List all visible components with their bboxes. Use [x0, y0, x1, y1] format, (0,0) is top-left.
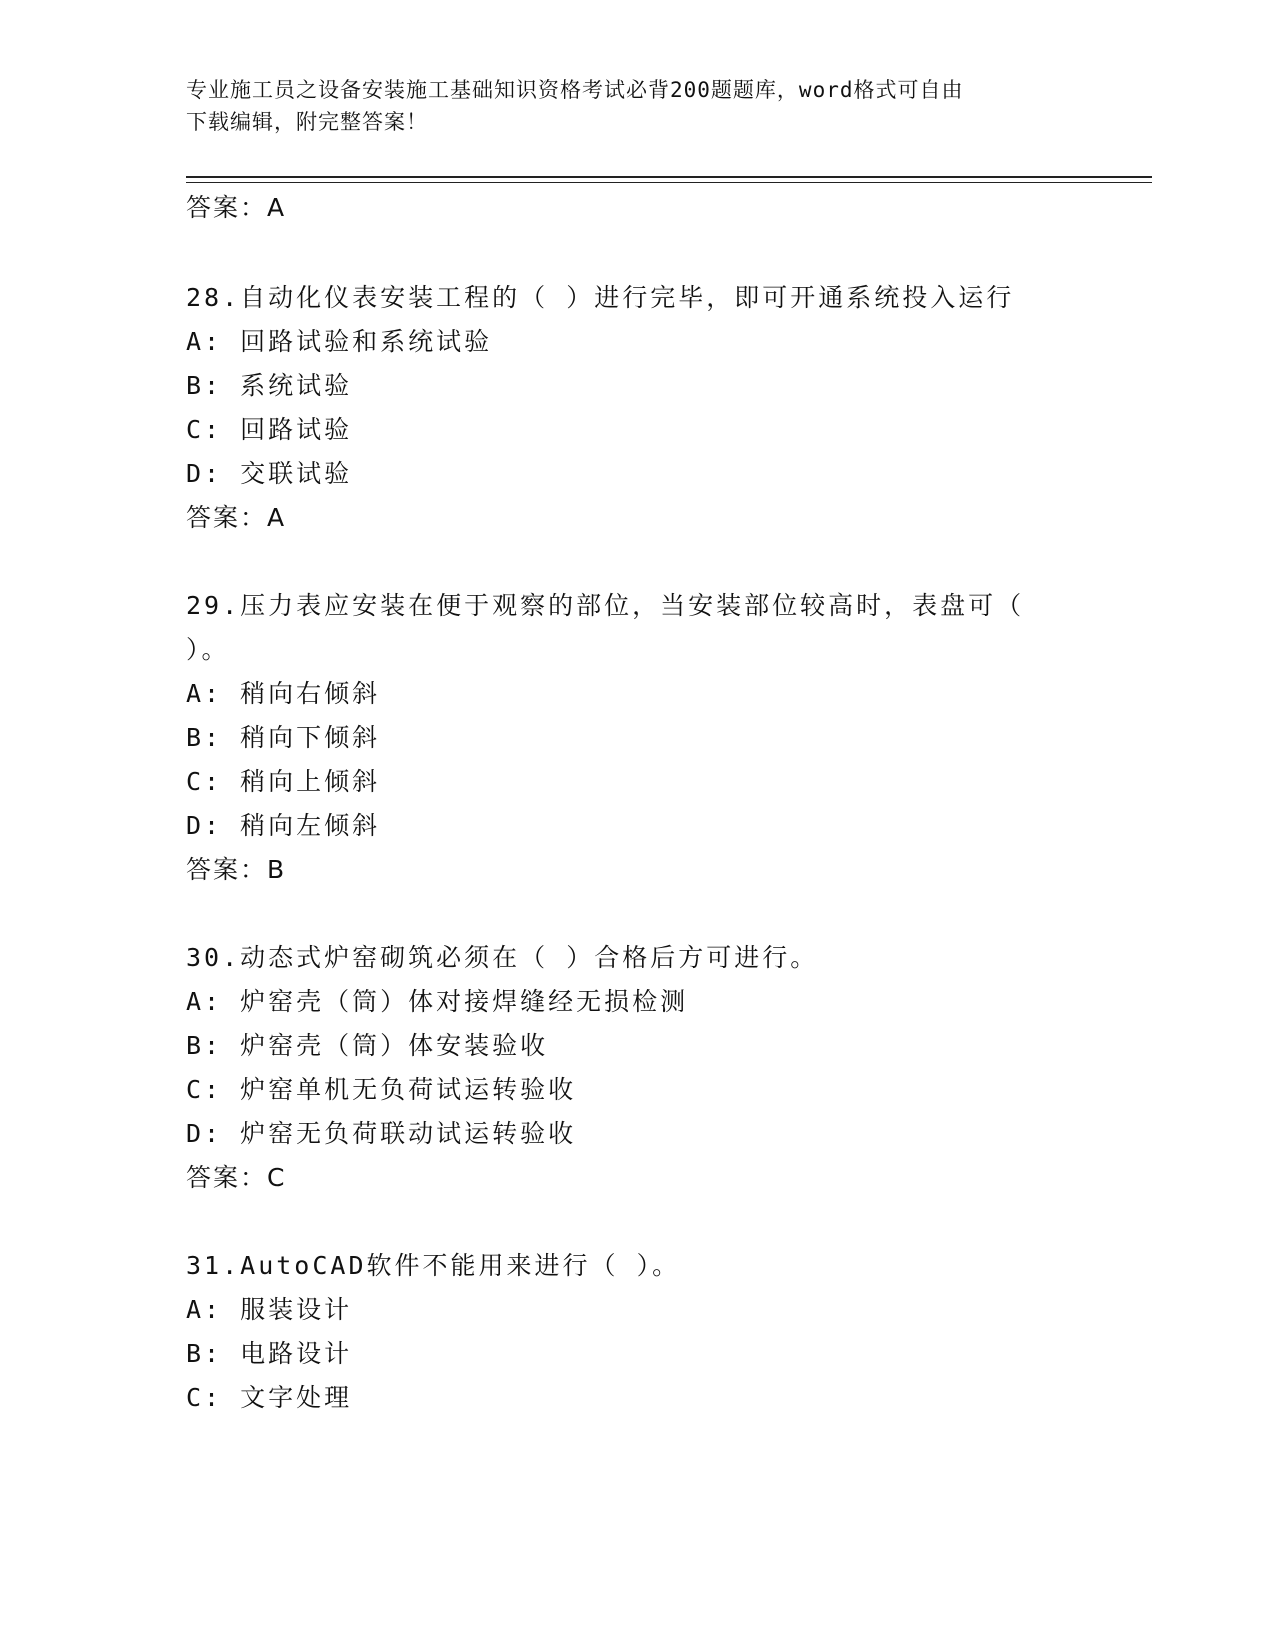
question-29-answer: 答案：B — [186, 855, 287, 884]
question-28-stem: 28.自动化仪表安装工程的（ ）进行完毕，即可开通系统投入运行 — [186, 283, 1015, 312]
question-31-option-c: C: 文字处理 — [186, 1383, 353, 1412]
question-29-option-b: B: 稍向下倾斜 — [186, 723, 381, 752]
question-29-stem-line1: 29.压力表应安装在便于观察的部位，当安装部位较高时，表盘可（ — [186, 591, 1025, 620]
question-30-option-a: A: 炉窑壳（筒）体对接焊缝经无损检测 — [186, 987, 689, 1016]
question-30-option-c: C: 炉窑单机无负荷试运转验收 — [186, 1075, 577, 1104]
header-line-1: 专业施工员之设备安装施工基础知识资格考试必背200题题库，word格式可自由 — [186, 78, 964, 102]
header-rule-thick — [186, 176, 1152, 178]
question-28-option-c: C: 回路试验 — [186, 415, 353, 444]
question-28-option-b: B: 系统试验 — [186, 371, 353, 400]
document-header — [186, 74, 1066, 138]
question-28-option-d: D: 交联试验 — [186, 459, 353, 488]
question-29-option-c: C: 稍向上倾斜 — [186, 767, 381, 796]
header-rule-thin — [186, 182, 1152, 183]
question-31-stem: 31.AutoCAD软件不能用来进行（ ）。 — [186, 1251, 681, 1280]
answer-prev: 答案：A — [186, 193, 287, 222]
question-28-answer: 答案：A — [186, 503, 287, 532]
question-29-stem-line2: ）。 — [186, 635, 230, 664]
question-31-option-a: A: 服装设计 — [186, 1295, 353, 1324]
question-30-answer: 答案：C — [186, 1163, 287, 1192]
question-29-option-d: D: 稍向左倾斜 — [186, 811, 381, 840]
header-line-2: 下载编辑，附完整答案！ — [186, 110, 428, 134]
question-29-option-a: A: 稍向右倾斜 — [186, 679, 381, 708]
question-30-option-b: B: 炉窑壳（筒）体安装验收 — [186, 1031, 549, 1060]
question-30-option-d: D: 炉窑无负荷联动试运转验收 — [186, 1119, 577, 1148]
question-31-option-b: B: 电路设计 — [186, 1339, 353, 1368]
question-28-option-a: A: 回路试验和系统试验 — [186, 327, 493, 356]
question-30-stem: 30.动态式炉窑砌筑必须在（ ）合格后方可进行。 — [186, 943, 819, 972]
